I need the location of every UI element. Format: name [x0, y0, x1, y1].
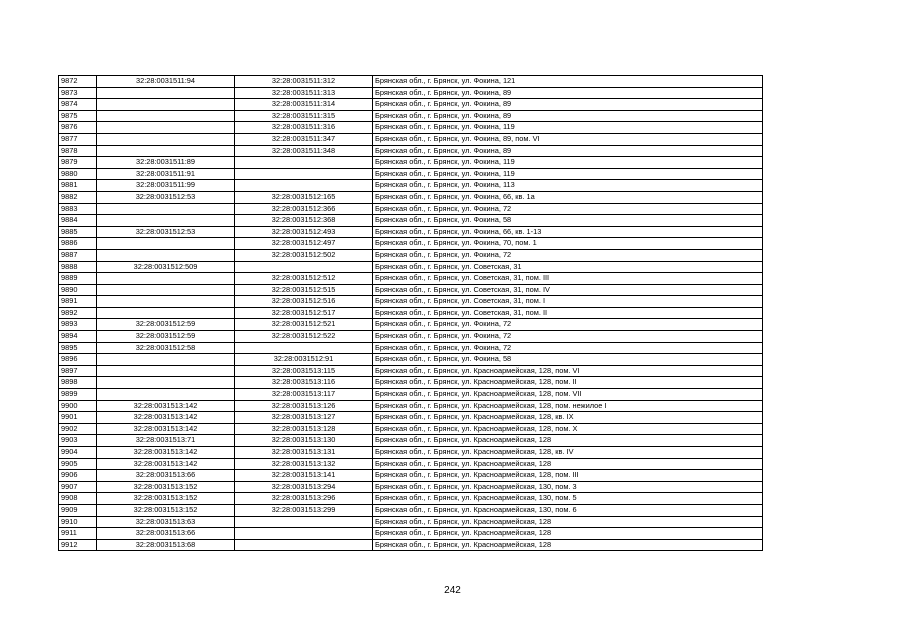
cadastral-number-cell: 32:28:0031511:99: [97, 180, 235, 192]
address-cell: Брянская обл., г. Брянск, ул. Фокина, 72: [373, 331, 763, 343]
row-number-cell: 9903: [59, 435, 97, 447]
cadastral-number-cell: [97, 365, 235, 377]
cadastral-number-cell: 32:28:0031513:152: [97, 504, 235, 516]
object-cadastral-number-cell: 32:28:0031512:368: [235, 215, 373, 227]
row-number-cell: 9905: [59, 458, 97, 470]
cadastral-number-cell: [97, 110, 235, 122]
address-cell: Брянская обл., г. Брянск, ул. Фокина, 89: [373, 145, 763, 157]
cadastral-number-cell: 32:28:0031512:59: [97, 319, 235, 331]
table-row: [59, 203, 763, 215]
table-row: [59, 365, 763, 377]
address-cell: Брянская обл., г. Брянск, ул. Красноармейская, 128, пом. VII: [373, 389, 763, 401]
object-cadastral-number-cell: 32:28:0031511:312: [235, 76, 373, 88]
address-cell: Брянская обл., г. Брянск, ул. Красноармейская, 128: [373, 435, 763, 447]
table-row: [59, 412, 763, 424]
object-cadastral-number-cell: 32:28:0031512:512: [235, 273, 373, 285]
address-cell: Брянская обл., г. Брянск, ул. Красноармейская, 128: [373, 539, 763, 551]
row-number-cell: 9887: [59, 249, 97, 261]
object-cadastral-number-cell: 32:28:0031513:128: [235, 423, 373, 435]
object-cadastral-number-cell: 32:28:0031512:366: [235, 203, 373, 215]
row-number-cell: 9884: [59, 215, 97, 227]
table-row: [59, 215, 763, 227]
row-number-cell: 9907: [59, 481, 97, 493]
cadastral-number-cell: [97, 377, 235, 389]
object-cadastral-number-cell: 32:28:0031513:116: [235, 377, 373, 389]
table-row: [59, 122, 763, 134]
address-cell: Брянская обл., г. Брянск, ул. Красноармейская, 130, пом. 3: [373, 481, 763, 493]
address-cell: Брянская обл., г. Брянск, ул. Красноармейская, 128, пом. VI: [373, 365, 763, 377]
address-cell: Брянская обл., г. Брянск, ул. Фокина, 89: [373, 99, 763, 111]
row-number-cell: 9890: [59, 284, 97, 296]
row-number-cell: 9886: [59, 238, 97, 250]
table-row: [59, 435, 763, 447]
address-cell: Брянская обл., г. Брянск, ул. Фокина, 72: [373, 203, 763, 215]
row-number-cell: 9877: [59, 133, 97, 145]
address-cell: Брянская обл., г. Брянск, ул. Фокина, 72: [373, 249, 763, 261]
cadastral-number-cell: 32:28:0031513:152: [97, 481, 235, 493]
object-cadastral-number-cell: 32:28:0031511:316: [235, 122, 373, 134]
object-cadastral-number-cell: 32:28:0031512:497: [235, 238, 373, 250]
row-number-cell: 9892: [59, 307, 97, 319]
row-number-cell: 9899: [59, 389, 97, 401]
table-row: [59, 261, 763, 273]
object-cadastral-number-cell: 32:28:0031512:493: [235, 226, 373, 238]
cadastral-number-cell: 32:28:0031512:53: [97, 226, 235, 238]
cadastral-number-cell: 32:28:0031513:66: [97, 470, 235, 482]
object-cadastral-number-cell: 32:28:0031513:296: [235, 493, 373, 505]
address-cell: Брянская обл., г. Брянск, ул. Фокина, 89: [373, 87, 763, 99]
cadastral-number-cell: [97, 389, 235, 401]
address-cell: Брянская обл., г. Брянск, ул. Красноармейская, 128, пом. II: [373, 377, 763, 389]
object-cadastral-number-cell: [235, 157, 373, 169]
object-cadastral-number-cell: 32:28:0031513:131: [235, 447, 373, 459]
object-cadastral-number-cell: 32:28:0031512:165: [235, 191, 373, 203]
cadastral-number-cell: 32:28:0031512:53: [97, 191, 235, 203]
cadastral-number-cell: 32:28:0031513:142: [97, 423, 235, 435]
cadastral-number-cell: [97, 273, 235, 285]
cadastral-number-cell: [97, 238, 235, 250]
cadastral-number-cell: 32:28:0031512:58: [97, 342, 235, 354]
table-row: [59, 99, 763, 111]
row-number-cell: 9876: [59, 122, 97, 134]
row-number-cell: 9902: [59, 423, 97, 435]
cadastral-number-cell: 32:28:0031513:71: [97, 435, 235, 447]
cadastral-number-cell: 32:28:0031513:142: [97, 447, 235, 459]
address-cell: Брянская обл., г. Брянск, ул. Красноармейская, 128, пом. X: [373, 423, 763, 435]
address-cell: Брянская обл., г. Брянск, ул. Советская, 31, пом. III: [373, 273, 763, 285]
address-cell: Брянская обл., г. Брянск, ул. Фокина, 119: [373, 157, 763, 169]
table-row: [59, 133, 763, 145]
object-cadastral-number-cell: 32:28:0031513:299: [235, 504, 373, 516]
cadastral-number-cell: [97, 307, 235, 319]
cadastral-number-cell: [97, 203, 235, 215]
address-cell: Брянская обл., г. Брянск, ул. Фокина, 89: [373, 110, 763, 122]
table-row: [59, 307, 763, 319]
row-number-cell: 9906: [59, 470, 97, 482]
table-row: [59, 458, 763, 470]
address-cell: Брянская обл., г. Брянск, ул. Красноармейская, 128, пом. нежилое I: [373, 400, 763, 412]
row-number-cell: 9889: [59, 273, 97, 285]
row-number-cell: 9894: [59, 331, 97, 343]
object-cadastral-number-cell: [235, 261, 373, 273]
row-number-cell: 9888: [59, 261, 97, 273]
cadastral-number-cell: [97, 99, 235, 111]
table-row: [59, 504, 763, 516]
object-cadastral-number-cell: 32:28:0031512:515: [235, 284, 373, 296]
row-number-cell: 9878: [59, 145, 97, 157]
table-row: [59, 296, 763, 308]
address-cell: Брянская обл., г. Брянск, ул. Фокина, 113: [373, 180, 763, 192]
cadastral-number-cell: 32:28:0031512:59: [97, 331, 235, 343]
cadastral-number-cell: [97, 284, 235, 296]
cadastral-number-cell: 32:28:0031513:142: [97, 458, 235, 470]
cadastral-number-cell: [97, 133, 235, 145]
object-cadastral-number-cell: 32:28:0031513:127: [235, 412, 373, 424]
table-row: [59, 389, 763, 401]
object-cadastral-number-cell: 32:28:0031513:130: [235, 435, 373, 447]
address-cell: Брянская обл., г. Брянск, ул. Красноармейская, 128, кв. IX: [373, 412, 763, 424]
row-number-cell: 9898: [59, 377, 97, 389]
row-number-cell: 9875: [59, 110, 97, 122]
row-number-cell: 9872: [59, 76, 97, 88]
address-cell: Брянская обл., г. Брянск, ул. Красноармейская, 128, пом. III: [373, 470, 763, 482]
table-row: [59, 319, 763, 331]
object-cadastral-number-cell: 32:28:0031513:132: [235, 458, 373, 470]
row-number-cell: 9880: [59, 168, 97, 180]
address-cell: Брянская обл., г. Брянск, ул. Советская, 31, пом. I: [373, 296, 763, 308]
table-row: [59, 191, 763, 203]
row-number-cell: 9883: [59, 203, 97, 215]
registry-table: [58, 75, 763, 551]
object-cadastral-number-cell: 32:28:0031513:294: [235, 481, 373, 493]
page-number: 242: [444, 585, 461, 596]
address-cell: Брянская обл., г. Брянск, ул. Красноармейская, 128: [373, 458, 763, 470]
object-cadastral-number-cell: 32:28:0031511:315: [235, 110, 373, 122]
object-cadastral-number-cell: [235, 180, 373, 192]
cadastral-number-cell: 32:28:0031513:63: [97, 516, 235, 528]
address-cell: Брянская обл., г. Брянск, ул. Фокина, 72: [373, 319, 763, 331]
registry-table-body: [59, 76, 763, 551]
address-cell: Брянская обл., г. Брянск, ул. Красноармейская, 128: [373, 528, 763, 540]
object-cadastral-number-cell: [235, 539, 373, 551]
object-cadastral-number-cell: 32:28:0031513:117: [235, 389, 373, 401]
address-cell: Брянская обл., г. Брянск, ул. Фокина, 119: [373, 168, 763, 180]
row-number-cell: 9893: [59, 319, 97, 331]
table-row: [59, 377, 763, 389]
address-cell: Брянская обл., г. Брянск, ул. Фокина, 66, кв. 1а: [373, 191, 763, 203]
table-row: [59, 331, 763, 343]
address-cell: Брянская обл., г. Брянск, ул. Фокина, 58: [373, 354, 763, 366]
table-row: [59, 87, 763, 99]
table-row: [59, 423, 763, 435]
object-cadastral-number-cell: [235, 528, 373, 540]
address-cell: Брянская обл., г. Брянск, ул. Красноармейская, 130, пом. 5: [373, 493, 763, 505]
table-row: [59, 284, 763, 296]
address-cell: Брянская обл., г. Брянск, ул. Красноармейская, 128: [373, 516, 763, 528]
table-row: [59, 180, 763, 192]
row-number-cell: 9879: [59, 157, 97, 169]
object-cadastral-number-cell: 32:28:0031512:516: [235, 296, 373, 308]
row-number-cell: 9896: [59, 354, 97, 366]
object-cadastral-number-cell: 32:28:0031511:314: [235, 99, 373, 111]
object-cadastral-number-cell: 32:28:0031511:313: [235, 87, 373, 99]
object-cadastral-number-cell: 32:28:0031512:521: [235, 319, 373, 331]
row-number-cell: 9895: [59, 342, 97, 354]
table-row: [59, 157, 763, 169]
address-cell: Брянская обл., г. Брянск, ул. Красноармейская, 130, пом. 6: [373, 504, 763, 516]
object-cadastral-number-cell: [235, 516, 373, 528]
row-number-cell: 9904: [59, 447, 97, 459]
cadastral-number-cell: 32:28:0031512:509: [97, 261, 235, 273]
row-number-cell: 9911: [59, 528, 97, 540]
address-cell: Брянская обл., г. Брянск, ул. Советская, 31, пом. II: [373, 307, 763, 319]
table-row: [59, 76, 763, 88]
address-cell: Брянская обл., г. Брянск, ул. Фокина, 121: [373, 76, 763, 88]
address-cell: Брянская обл., г. Брянск, ул. Фокина, 66, кв. 1-13: [373, 226, 763, 238]
cadastral-number-cell: 32:28:0031513:66: [97, 528, 235, 540]
table-row: [59, 447, 763, 459]
object-cadastral-number-cell: 32:28:0031511:347: [235, 133, 373, 145]
object-cadastral-number-cell: [235, 342, 373, 354]
object-cadastral-number-cell: 32:28:0031513:115: [235, 365, 373, 377]
row-number-cell: 9897: [59, 365, 97, 377]
table-row: [59, 400, 763, 412]
address-cell: Брянская обл., г. Брянск, ул. Советская, 31: [373, 261, 763, 273]
cadastral-number-cell: [97, 354, 235, 366]
cadastral-number-cell: 32:28:0031513:142: [97, 412, 235, 424]
row-number-cell: 9901: [59, 412, 97, 424]
table-row: [59, 110, 763, 122]
table-row: [59, 493, 763, 505]
cadastral-number-cell: [97, 249, 235, 261]
row-number-cell: 9900: [59, 400, 97, 412]
cadastral-number-cell: [97, 145, 235, 157]
address-cell: Брянская обл., г. Брянск, ул. Фокина, 119: [373, 122, 763, 134]
table-row: [59, 249, 763, 261]
address-cell: Брянская обл., г. Брянск, ул. Фокина, 72: [373, 342, 763, 354]
cadastral-number-cell: [97, 215, 235, 227]
table-row: [59, 539, 763, 551]
table-row: [59, 528, 763, 540]
table-row: [59, 238, 763, 250]
address-cell: Брянская обл., г. Брянск, ул. Советская, 31, пом. IV: [373, 284, 763, 296]
row-number-cell: 9882: [59, 191, 97, 203]
row-number-cell: 9909: [59, 504, 97, 516]
object-cadastral-number-cell: 32:28:0031512:517: [235, 307, 373, 319]
object-cadastral-number-cell: 32:28:0031512:502: [235, 249, 373, 261]
row-number-cell: 9908: [59, 493, 97, 505]
object-cadastral-number-cell: 32:28:0031512:522: [235, 331, 373, 343]
cadastral-number-cell: 32:28:0031511:91: [97, 168, 235, 180]
table-row: [59, 354, 763, 366]
cadastral-number-cell: [97, 87, 235, 99]
cadastral-number-cell: 32:28:0031511:89: [97, 157, 235, 169]
object-cadastral-number-cell: 32:28:0031512:91: [235, 354, 373, 366]
table-row: [59, 273, 763, 285]
object-cadastral-number-cell: 32:28:0031513:126: [235, 400, 373, 412]
address-cell: Брянская обл., г. Брянск, ул. Фокина, 89, пом. VI: [373, 133, 763, 145]
object-cadastral-number-cell: 32:28:0031513:141: [235, 470, 373, 482]
row-number-cell: 9885: [59, 226, 97, 238]
row-number-cell: 9881: [59, 180, 97, 192]
address-cell: Брянская обл., г. Брянск, ул. Красноармейская, 128, кв. IV: [373, 447, 763, 459]
cadastral-number-cell: 32:28:0031513:142: [97, 400, 235, 412]
address-cell: Брянская обл., г. Брянск, ул. Фокина, 58: [373, 215, 763, 227]
table-row: [59, 168, 763, 180]
table-row: [59, 516, 763, 528]
row-number-cell: 9910: [59, 516, 97, 528]
table-row: [59, 481, 763, 493]
object-cadastral-number-cell: [235, 168, 373, 180]
cadastral-number-cell: 32:28:0031513:152: [97, 493, 235, 505]
row-number-cell: 9873: [59, 87, 97, 99]
row-number-cell: 9891: [59, 296, 97, 308]
object-cadastral-number-cell: 32:28:0031511:348: [235, 145, 373, 157]
cadastral-number-cell: 32:28:0031511:94: [97, 76, 235, 88]
cadastral-number-cell: [97, 296, 235, 308]
cadastral-number-cell: [97, 122, 235, 134]
table-row: [59, 342, 763, 354]
cadastral-number-cell: 32:28:0031513:68: [97, 539, 235, 551]
row-number-cell: 9874: [59, 99, 97, 111]
table-row: [59, 145, 763, 157]
table-row: [59, 470, 763, 482]
address-cell: Брянская обл., г. Брянск, ул. Фокина, 70, пом. 1: [373, 238, 763, 250]
row-number-cell: 9912: [59, 539, 97, 551]
table-row: [59, 226, 763, 238]
